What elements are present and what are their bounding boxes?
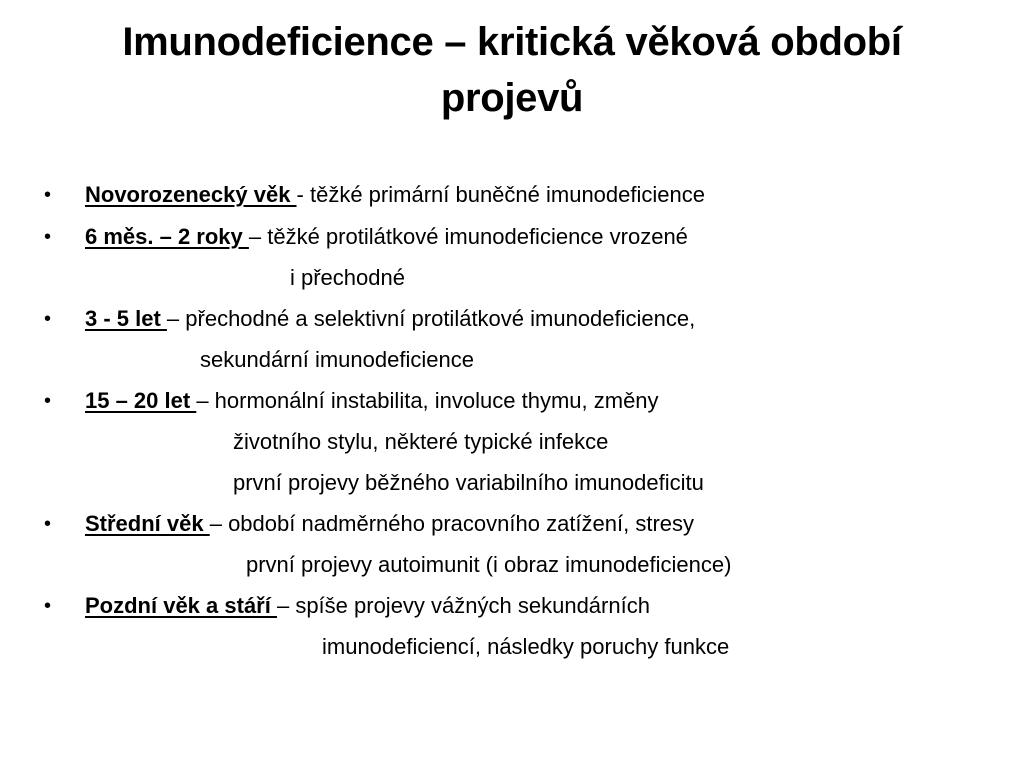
list-item-15-20-let bbox=[85, 386, 659, 416]
list-item-continuation: životního stylu, některé typické infekce bbox=[233, 429, 609, 454]
list-item-3-5-let bbox=[85, 304, 695, 334]
list-item-text: – spíše projevy vážných sekundárních bbox=[276, 593, 650, 618]
list-item-text: – těžké protilátkové imunodeficience vrozené bbox=[248, 224, 688, 249]
list-item-continuation: sekundární imunodeficience bbox=[200, 347, 474, 372]
list-item-6-mes-2-roky bbox=[85, 222, 688, 252]
list-item-text: – hormonální instabilita, involuce thymu, změny bbox=[196, 388, 659, 413]
list-item-pozdni-vek bbox=[85, 591, 650, 621]
list-item-stredni-vek bbox=[85, 509, 694, 539]
list-item-term: Střední věk bbox=[85, 511, 210, 536]
bullet-icon: • bbox=[44, 184, 52, 206]
list-item-term: 3 - 5 let bbox=[85, 306, 167, 331]
list-item-continuation: imunodeficiencí, následky poruchy funkce bbox=[322, 634, 730, 659]
bullet-icon: • bbox=[44, 513, 52, 535]
bullet-icon: • bbox=[44, 390, 52, 412]
list-item-text: – přechodné a selektivní protilátkové imunodeficience, bbox=[166, 306, 696, 331]
slide-title-line-2: projevů bbox=[440, 76, 584, 120]
list-item-continuation: první projevy autoimunit (i obraz imunodeficience) bbox=[246, 552, 732, 577]
list-item-term: 15 – 20 let bbox=[85, 388, 197, 413]
list-item-novorozenecky bbox=[85, 180, 705, 210]
bullet-icon: • bbox=[44, 595, 52, 617]
slide-title-line-1: Imunodeficience – kritická věková období bbox=[122, 20, 902, 64]
list-item-text: – období nadměrného pracovního zatížení, stresy bbox=[209, 511, 695, 536]
list-item-term: Pozdní věk a stáří bbox=[85, 593, 277, 618]
list-item-term: Novorozenecký věk bbox=[85, 182, 297, 207]
list-item-continuation: i přechodné bbox=[290, 265, 405, 290]
list-item-term: 6 měs. – 2 roky bbox=[85, 224, 249, 249]
bullet-icon: • bbox=[44, 308, 52, 330]
slide-title bbox=[40, 14, 984, 126]
bullet-icon: • bbox=[44, 226, 52, 248]
list-item-text: - těžké primární buněčné imunodeficience bbox=[296, 182, 705, 207]
list-item-continuation: první projevy běžného variabilního imunodeficitu bbox=[233, 470, 704, 495]
